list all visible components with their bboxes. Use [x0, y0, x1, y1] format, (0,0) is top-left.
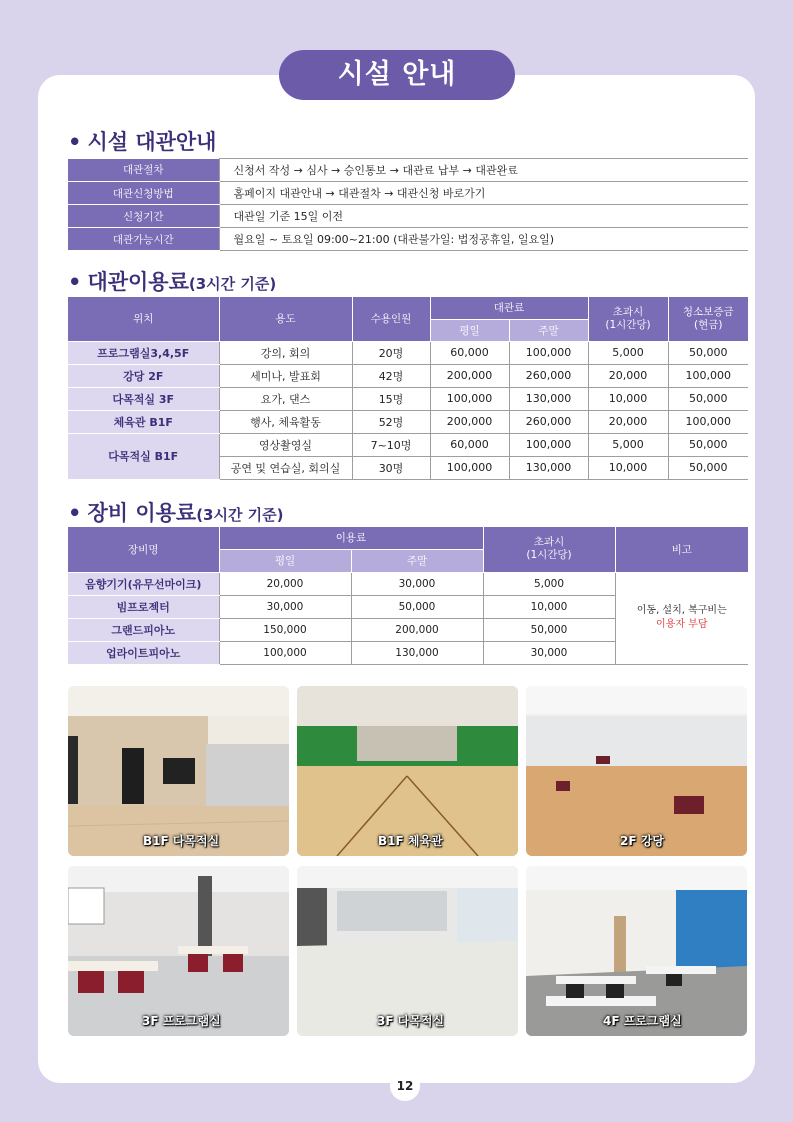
photo-3f-multipurpose	[297, 866, 518, 1036]
cell-overtime: 20,000	[588, 364, 668, 387]
cell-weekend: 260,000	[509, 364, 588, 387]
note-line2: 이용자 부담	[656, 619, 708, 630]
rental-guide-table	[68, 158, 748, 251]
photo-b1f-gym	[297, 686, 518, 856]
cell-location: 강당 2F	[68, 364, 219, 387]
row-label: 대관절차	[68, 159, 219, 182]
photo-caption: B1F 다목적실	[143, 834, 220, 848]
header-usage: 용도	[219, 297, 352, 341]
header-deposit: 청소보증금 (현금)	[668, 297, 748, 341]
row-label: 대관신청방법	[68, 182, 219, 205]
cell-usage: 영상촬영실	[219, 433, 352, 456]
cell-overtime: 10,000	[588, 456, 668, 479]
cell-weekend: 130,000	[509, 456, 588, 479]
cell-deposit: 50,000	[668, 456, 748, 479]
cell-capacity: 20명	[352, 341, 430, 364]
header-weekend: 주말	[509, 319, 588, 341]
cell-weekend: 130,000	[509, 387, 588, 410]
photo-caption: 3F 다목적실	[377, 1014, 445, 1028]
cell-equipment-name: 업라이트피아노	[68, 641, 219, 664]
cell-weekday: 100,000	[430, 387, 509, 410]
header-weekday: 평일	[430, 319, 509, 341]
photo-3f-program-room	[68, 866, 289, 1036]
header-equipment-name: 장비명	[68, 527, 219, 572]
cell-weekday: 30,000	[219, 595, 351, 618]
section-equipment-fee-title: 장비 이용료	[87, 501, 197, 525]
page-number: 12	[390, 1071, 420, 1101]
cell-overtime: 5,000	[483, 572, 615, 595]
cell-usage: 공연 및 연습실, 회의실	[219, 456, 352, 479]
cell-weekend: 200,000	[351, 618, 483, 641]
cell-location: 프로그램실3,4,5F	[68, 341, 219, 364]
table-row	[68, 433, 748, 456]
cell-deposit: 50,000	[668, 433, 748, 456]
table-row	[68, 387, 748, 410]
table-row	[68, 410, 748, 433]
photo-caption: 2F 강당	[620, 834, 664, 848]
photo-b1f-multipurpose	[68, 686, 289, 856]
section-equipment-fee-subtitle: (3시간 기준)	[196, 506, 284, 524]
cell-weekend: 260,000	[509, 410, 588, 433]
header-location: 위치	[68, 297, 219, 341]
photo-2f-auditorium	[526, 686, 747, 856]
table-row	[68, 228, 748, 251]
cell-capacity: 42명	[352, 364, 430, 387]
cell-weekday: 100,000	[430, 456, 509, 479]
cell-overtime: 10,000	[483, 595, 615, 618]
cell-deposit: 50,000	[668, 387, 748, 410]
cell-weekend: 50,000	[351, 595, 483, 618]
cell-overtime: 5,000	[588, 433, 668, 456]
cell-location: 다목적실 3F	[68, 387, 219, 410]
cell-weekend: 30,000	[351, 572, 483, 595]
cell-overtime: 30,000	[483, 641, 615, 664]
section-rental-guide-title: 시설 대관안내	[87, 130, 217, 154]
cell-weekday: 60,000	[430, 433, 509, 456]
cell-weekday: 200,000	[430, 410, 509, 433]
cell-weekend: 100,000	[509, 433, 588, 456]
header-overtime: 초과시 (1시간당)	[588, 297, 668, 341]
cell-weekday: 200,000	[430, 364, 509, 387]
row-value: 신청서 작성 → 심사 → 승인통보 → 대관료 납부 → 대관완료	[219, 159, 748, 182]
cell-usage: 요가, 댄스	[219, 387, 352, 410]
header-note: 비고	[615, 527, 748, 572]
cell-usage: 강의, 회의	[219, 341, 352, 364]
cell-overtime: 10,000	[588, 387, 668, 410]
cell-deposit: 100,000	[668, 410, 748, 433]
cell-deposit: 100,000	[668, 364, 748, 387]
photo-caption: B1F 체육관	[378, 834, 443, 848]
row-value: 대관일 기준 15일 이전	[219, 205, 748, 228]
cell-capacity: 30명	[352, 456, 430, 479]
photo-caption: 4F 프로그램실	[603, 1014, 682, 1028]
cell-weekend: 100,000	[509, 341, 588, 364]
cell-overtime: 20,000	[588, 410, 668, 433]
cell-usage: 행사, 체육활동	[219, 410, 352, 433]
table-row	[68, 159, 748, 182]
photo-caption: 3F 프로그램실	[142, 1014, 221, 1028]
cell-weekend: 130,000	[351, 641, 483, 664]
row-label: 신청기간	[68, 205, 219, 228]
cell-capacity: 52명	[352, 410, 430, 433]
cell-overtime: 5,000	[588, 341, 668, 364]
header-weekend: 주말	[351, 549, 483, 572]
note-line1: 이동, 설치, 복구비는	[636, 605, 727, 616]
cell-usage: 세미나, 발표회	[219, 364, 352, 387]
header-usage-fee: 이용료	[219, 527, 483, 549]
table-row	[68, 341, 748, 364]
rental-fee-table	[68, 297, 748, 480]
cell-weekday: 150,000	[219, 618, 351, 641]
header-fee: 대관료	[430, 297, 588, 319]
cell-weekday: 100,000	[219, 641, 351, 664]
cell-equipment-name: 음향기기(유무선마이크)	[68, 572, 219, 595]
cell-overtime: 50,000	[483, 618, 615, 641]
section-rental-fee-title: 대관이용료	[87, 270, 189, 294]
table-row	[68, 205, 748, 228]
cell-capacity: 7~10명	[352, 433, 430, 456]
cell-location: 다목적실 B1F	[68, 433, 219, 479]
table-row	[68, 364, 748, 387]
section-equipment-fee-heading: • 장비 이용료(3시간 기준)	[68, 501, 284, 525]
row-value: 홈페이지 대관안내 → 대관절차 → 대관신청 바로가기	[219, 182, 748, 205]
cell-equipment-name: 그랜드피아노	[68, 618, 219, 641]
page-title: 시설 안내	[279, 50, 515, 100]
row-value: 월요일 ~ 토요일 09:00~21:00 (대관불가일: 법정공휴일, 일요일)	[219, 228, 748, 251]
table-row	[68, 572, 748, 595]
table-row	[68, 182, 748, 205]
cell-weekday: 20,000	[219, 572, 351, 595]
header-weekday: 평일	[219, 549, 351, 572]
cell-equipment-name: 빔프로젝터	[68, 595, 219, 618]
equipment-fee-table	[68, 527, 748, 665]
header-overtime: 초과시 (1시간당)	[483, 527, 615, 572]
header-capacity: 수용인원	[352, 297, 430, 341]
cell-note	[615, 572, 748, 664]
cell-weekday: 60,000	[430, 341, 509, 364]
section-rental-fee-heading: • 대관이용료(3시간 기준)	[68, 270, 277, 294]
section-rental-fee-subtitle: (3시간 기준)	[188, 275, 277, 293]
cell-location: 체육관 B1F	[68, 410, 219, 433]
cell-deposit: 50,000	[668, 341, 748, 364]
row-label: 대관가능시간	[68, 228, 219, 251]
section-rental-guide-heading: • 시설 대관안내	[68, 130, 217, 154]
photo-4f-program-room	[526, 866, 747, 1036]
cell-capacity: 15명	[352, 387, 430, 410]
